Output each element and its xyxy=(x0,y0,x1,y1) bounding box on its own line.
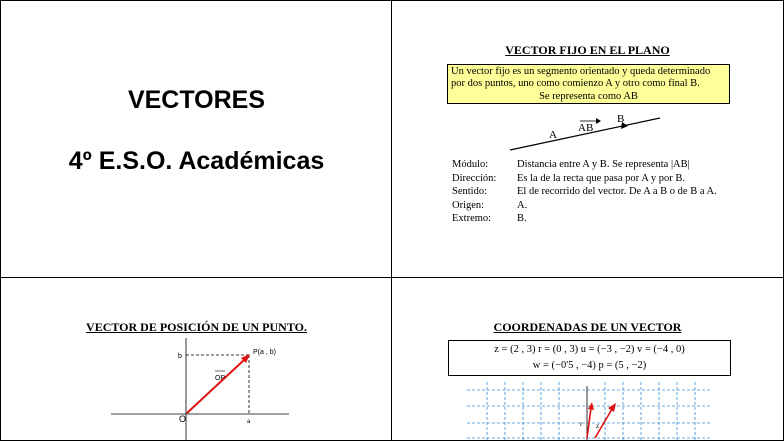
fixed-vector-diagram xyxy=(392,1,784,279)
slide-heading: COORDENADAS DE UN VECTOR xyxy=(493,320,682,334)
vector-label: z xyxy=(596,422,600,430)
origin-label: O xyxy=(179,414,187,424)
property-row: Origen: A. xyxy=(452,199,528,211)
position-vector xyxy=(187,360,244,413)
property-row: Dirección: Es la de la recta que pasa por A y por B. xyxy=(452,172,685,184)
definition-text: Se representa como AB xyxy=(539,90,638,102)
point-p-label: P(a , b) xyxy=(253,349,276,356)
slide-heading: VECTOR DE POSICIÓN DE UN PUNTO. xyxy=(86,320,307,334)
slide-title xyxy=(0,0,393,279)
point-b-label: B xyxy=(617,113,625,125)
definition-text: por dos puntos, uno como comienzo A y otro como final B. xyxy=(451,78,700,90)
slide-vector-coordinates xyxy=(391,277,784,441)
coordinate-grid xyxy=(392,278,784,441)
property-row: Sentido: El de recorrido del vector. De A a B o de B a A. xyxy=(452,186,717,198)
definition-text: Un vector fijo es un segmento orientado y queda determinado xyxy=(451,66,711,77)
slide-heading: VECTOR FIJO EN EL PLANO xyxy=(505,43,670,57)
coordinates-line: w = (−0'5 , −4) p = (5 , −2) xyxy=(532,360,647,371)
course-subtitle: 4º E.S.O. Académicas xyxy=(68,147,325,175)
slide-fixed-vector xyxy=(391,0,784,279)
slide-position-vector xyxy=(0,277,393,441)
x-tick-label: a xyxy=(247,419,251,425)
properties-list xyxy=(452,158,717,226)
point-a-label: A xyxy=(549,129,557,141)
property-row: Módulo: Distancia entre A y B. Se representa |AB| xyxy=(452,159,690,170)
coordinates-line: z = (2 , 3) r = (0 , 3) u = (−3 , −2) v = (−4 , 0) xyxy=(494,344,685,355)
vector-arrowhead xyxy=(608,403,616,412)
property-row: Extremo: B. xyxy=(452,213,527,225)
vector-ab-label: AB xyxy=(578,122,594,134)
main-title: VECTORES xyxy=(127,86,266,114)
vector-op-label: OP xyxy=(215,375,226,382)
vector-label: r xyxy=(580,420,583,428)
y-tick-label: b xyxy=(178,353,182,360)
position-vector-diagram xyxy=(1,278,393,441)
vector-arrowhead xyxy=(596,118,601,124)
